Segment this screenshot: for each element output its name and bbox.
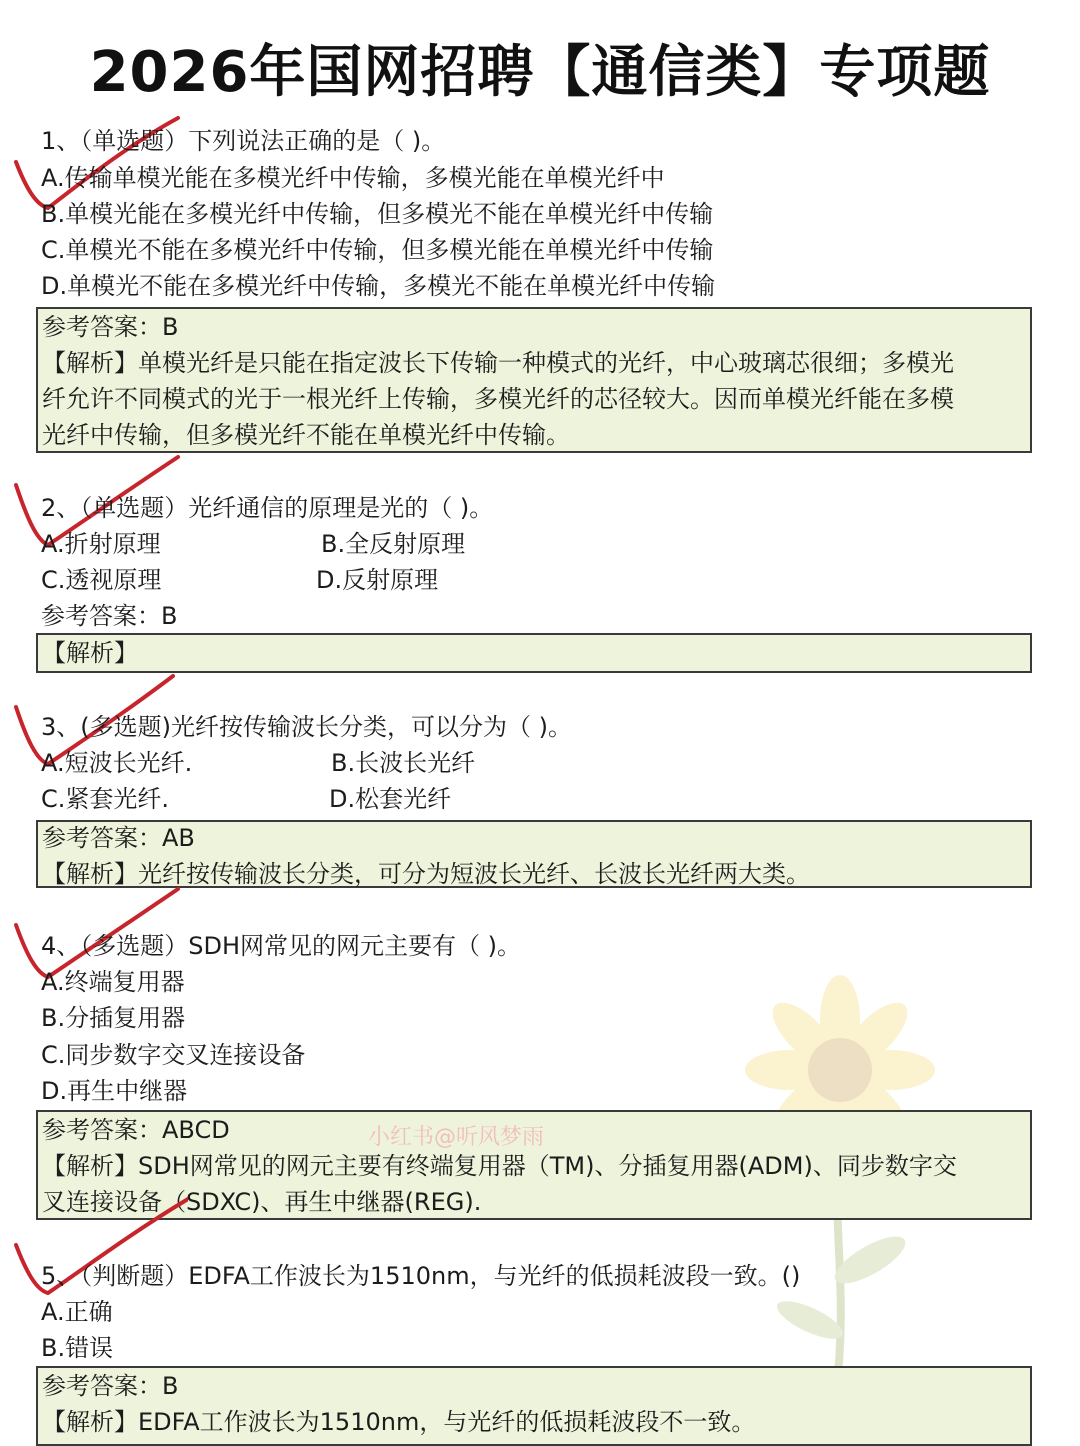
question-1-analysis-line-3: 光纤中传输，但多模光纤不能在单模光纤中传输。 — [42, 421, 570, 449]
question-4-answer: 参考答案：ABCD — [42, 1116, 230, 1144]
question-5-answer: 参考答案：B — [42, 1372, 179, 1400]
question-1-answer-box — [36, 307, 1032, 453]
question-4-option-d: D.再生中继器 — [41, 1077, 188, 1105]
watermark-text: 小红书@听风梦雨 — [368, 1125, 545, 1150]
question-1-option-d: D.单模光不能在多模光纤中传输，多模光不能在单模光纤中传输 — [41, 272, 716, 300]
question-2-analysis-box — [36, 633, 1032, 673]
question-2-option-d: D.反射原理 — [316, 566, 439, 594]
question-3-option-a: A.短波长光纤. — [41, 749, 193, 777]
question-3-option-b: B.长波长光纤 — [331, 749, 476, 777]
question-1-stem: 1、（单选题）下列说法正确的是（ )。 — [41, 127, 446, 155]
question-1-option-c: C.单模光不能在多模光纤中传输，但多模光能在单模光纤中传输 — [41, 236, 714, 264]
question-2-answer: 参考答案：B — [41, 602, 178, 630]
question-2-stem: 2、（单选题）光纤通信的原理是光的（ )。 — [41, 494, 494, 522]
question-2-option-a: A.折射原理 — [41, 530, 161, 558]
question-5-stem: 5、（判断题）EDFA工作波长为1510nm，与光纤的低损耗波段一致。() — [41, 1262, 801, 1290]
question-2-option-c: C.透视原理 — [41, 566, 162, 594]
question-5-analysis: 【解析】EDFA工作波长为1510nm，与光纤的低损耗波段不一致。 — [42, 1408, 756, 1436]
question-5-option-a: A.正确 — [41, 1298, 113, 1326]
question-3-stem: 3、(多选题)光纤按传输波长分类，可以分为（ )。 — [41, 713, 572, 741]
question-3-analysis: 【解析】光纤按传输波长分类，可分为短波长光纤、长波长光纤两大类。 — [42, 860, 810, 888]
question-1-analysis-line-2: 纤允许不同模式的光于一根光纤上传输，多模光纤的芯径较大。因而单模光纤能在多模 — [42, 385, 954, 413]
question-4-analysis-line-2: 叉连接设备（SDXC)、再生中继器(REG). — [42, 1188, 482, 1216]
question-1-answer: 参考答案：B — [42, 313, 179, 341]
question-4-option-b: B.分插复用器 — [41, 1004, 186, 1032]
question-3-answer: 参考答案：AB — [42, 824, 195, 852]
question-1-analysis-line-1: 【解析】单模光纤是只能在指定波长下传输一种模式的光纤，中心玻璃芯很细；多模光 — [42, 349, 954, 377]
question-4-option-c: C.同步数字交叉连接设备 — [41, 1041, 306, 1069]
question-4-stem: 4、（多选题）SDH网常见的网元主要有（ )。 — [41, 932, 522, 960]
question-3-option-c: C.紧套光纤. — [41, 785, 170, 813]
question-2-option-b: B.全反射原理 — [321, 530, 466, 558]
question-5-answer-box — [36, 1366, 1032, 1446]
question-3-answer-box — [36, 820, 1032, 888]
question-5-option-b: B.错误 — [41, 1334, 114, 1362]
page-title: 2026年国网招聘【通信类】专项题 — [89, 40, 991, 105]
question-4-analysis-line-1: 【解析】SDH网常见的网元主要有终端复用器（TM)、分插复用器(ADM)、同步数字交 — [42, 1152, 957, 1180]
question-3-option-d: D.松套光纤 — [329, 785, 452, 813]
question-4-option-a: A.终端复用器 — [41, 968, 185, 996]
question-1-option-a: A.传输单模光能在多模光纤中传输，多模光能在单模光纤中 — [41, 164, 665, 192]
question-1-option-b: B.单模光能在多模光纤中传输，但多模光不能在单模光纤中传输 — [41, 200, 714, 228]
question-2-analysis: 【解析】 — [42, 639, 138, 667]
